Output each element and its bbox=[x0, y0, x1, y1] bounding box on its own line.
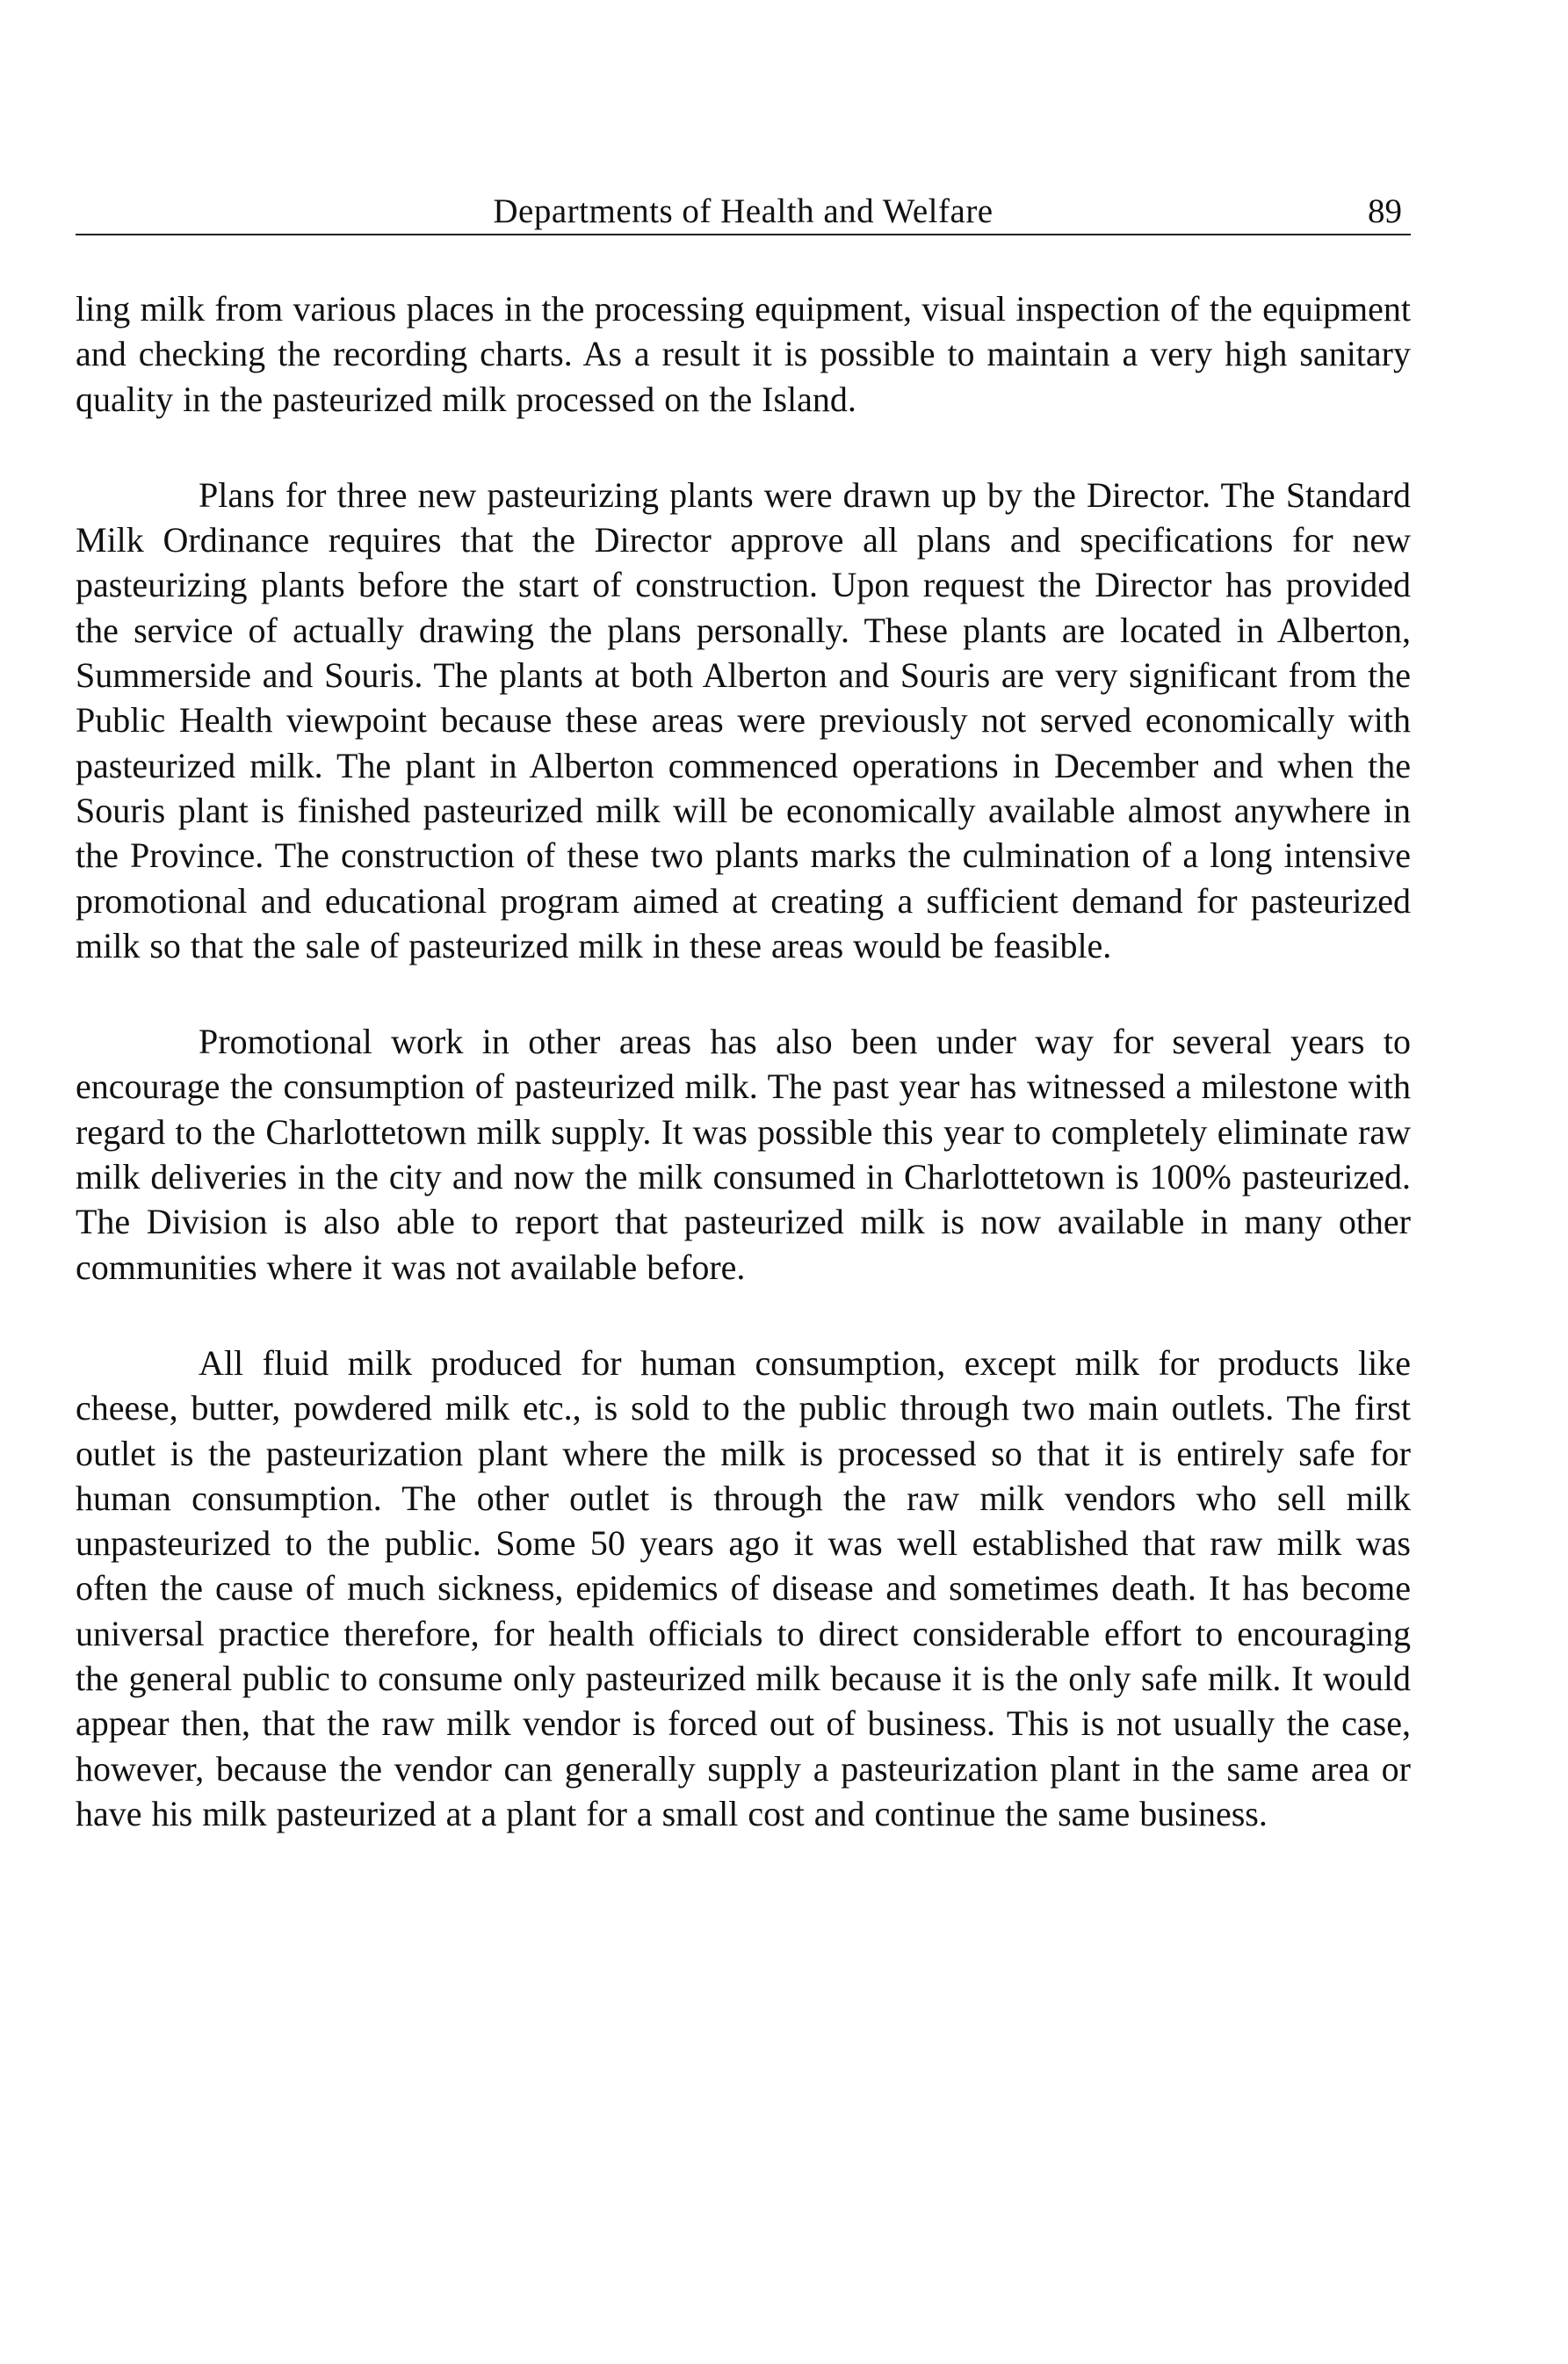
paragraph-milk-outlets: All fluid milk produced for human consumption, except milk for products like cheese, butter, powdered milk etc., is sold to the public through two main outlets. The first outlet is the pasteurization plant where the milk is processed so that it is entirely safe for human consumption. The other outlet is through the raw milk vendors who sell milk unpasteurized to the public. Some 50 years ago it was well established that raw milk was often the cause of much sickness, epidemics of disease and sometimes death. It has become universal practice therefore, for health officials to direct considerable effort to encouraging the general public to consume only pasteurized milk because it is the only safe milk. It would appear then, that the raw milk vendor is forced out of business. This is not usually the case, however, because the vendor can generally supply a pasteurization plant in the same area or have his milk pasteurized at a plant for a small cost and continue the same business. bbox=[76, 1342, 1411, 1833]
running-header bbox=[76, 184, 1411, 235]
body-text bbox=[76, 286, 1411, 1836]
document-page bbox=[76, 184, 1411, 1887]
paragraph-promotional-work: Promotional work in other areas has also been under way for several years to encourage the consumption of pasteurized milk. The past year has witnessed a milestone with regard to the Charlottetown milk supply. It was possible this year to completely eliminate raw milk deliveries in the city and now the milk consumed in Charlottetown is 100% pasteurized. The Division is also able to report that pasteurized milk is now available in many other communities where it was not available before. bbox=[76, 1022, 1411, 1287]
page-number: 89 bbox=[1368, 192, 1402, 230]
paragraph-continued: ling milk from various places in the processing equipment, visual inspection of the equipment and checking the recording charts. As a result it is possible to maintain a very high sanitary quality in the pasteurized milk processed on the Island. bbox=[76, 289, 1411, 419]
running-title: Departments of Health and Welfare bbox=[493, 192, 994, 230]
paragraph-pasteurizing-plants: Plans for three new pasteurizing plants were drawn up by the Director. The Standard Milk Ordinance requires that the Director approve all plans and specifications for new pasteurizing plants before the start of construction. Upon request the Director has provided the service of actually drawing the plans personally. These plants are located in Alberton, Summerside and Souris. The plants at both Alberton and Souris are very significant from the Public Health viewpoint because these areas were previously not served economically with pasteurized milk. The plant in Alberton commenced operations in December and when the Souris plant is finished pasteurized milk will be economically available almost anywhere in the Province. The construction of these two plants marks the culmination of a long intensive promotional and educational program aimed at creating a sufficient demand for pasteurized milk so that the sale of pasteurized milk in these areas would be feasible. bbox=[76, 474, 1411, 965]
